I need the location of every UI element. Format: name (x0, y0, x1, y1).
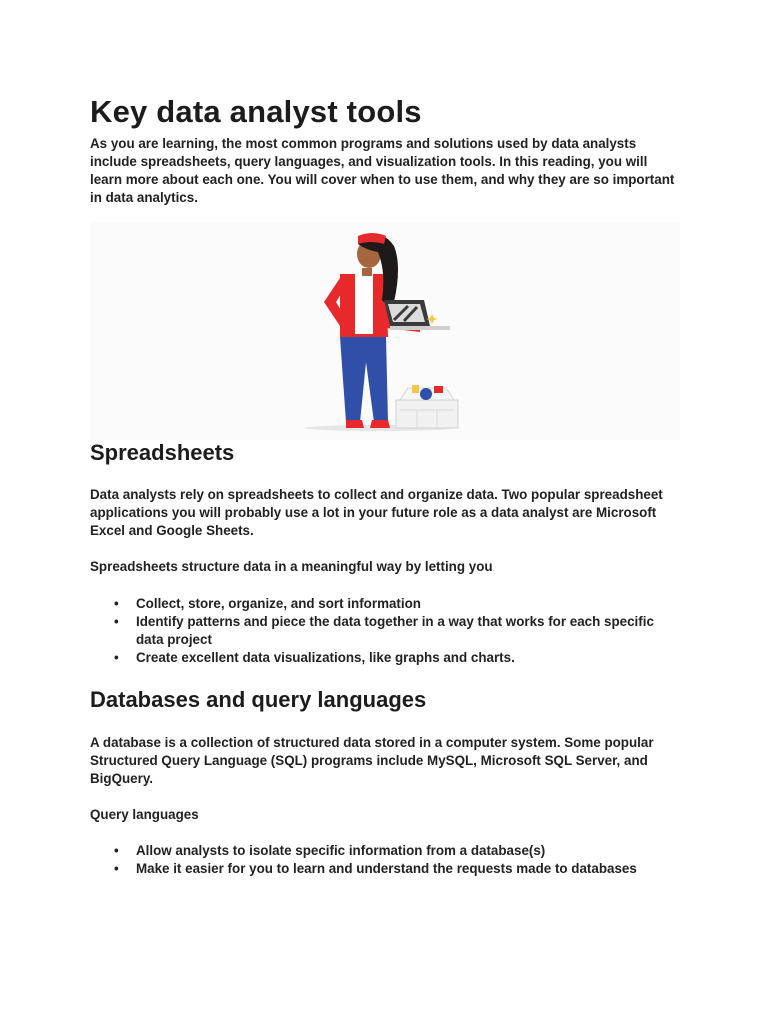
query-languages-bullet-list (90, 842, 680, 878)
bullet-icon: • (114, 650, 119, 665)
list-item (90, 613, 680, 649)
bullet-icon: • (114, 843, 119, 858)
databases-paragraph-1: A database is a collection of structured data stored in a computer system. Some popular Structured Query Language (SQL) programs include MySQL, Microsoft SQL Server, and BigQuery. (90, 735, 654, 786)
spreadsheets-bullet-list (90, 595, 680, 667)
list-item-text: Make it easier for you to learn and understand the requests made to databases (136, 861, 637, 876)
list-item (90, 860, 680, 878)
bullet-icon: • (114, 861, 119, 876)
spreadsheets-paragraph-1: Data analysts rely on spreadsheets to collect and organize data. Two popular spreadsheet applications you will probably use a lot in your future role as a data analyst are Microsoft Excel and Google Sheets. (90, 487, 663, 538)
list-item (90, 595, 680, 613)
spreadsheets-paragraph-2: Spreadsheets structure data in a meaningful way by letting you (90, 559, 493, 574)
bullet-icon: • (114, 596, 119, 611)
spreadsheets-heading: Spreadsheets (90, 440, 235, 465)
list-item-text: Create excellent data visualizations, like graphs and charts. (136, 650, 515, 665)
bullet-icon: • (114, 614, 119, 629)
intro-paragraph: As you are learning, the most common programs and solutions used by data analysts include spreadsheets, query languages, and visualization tools. In this reading, you will learn more about each one. You will cover when to use them, and why they are so important in data analytics. (90, 136, 675, 205)
list-item-text: Allow analysts to isolate specific information from a database(s) (136, 843, 546, 858)
databases-paragraph-2: Query languages (90, 807, 199, 822)
databases-heading: Databases and query languages (90, 687, 427, 712)
page-title: Key data analyst tools (90, 94, 422, 129)
list-item (90, 842, 680, 860)
hero-illustration (90, 222, 680, 440)
list-item (90, 649, 680, 667)
list-item-text: Collect, store, organize, and sort information (136, 596, 421, 611)
toolbox-icon (396, 385, 458, 428)
list-item-text: Identify patterns and piece the data together in a way that works for each specific data project (136, 614, 654, 647)
